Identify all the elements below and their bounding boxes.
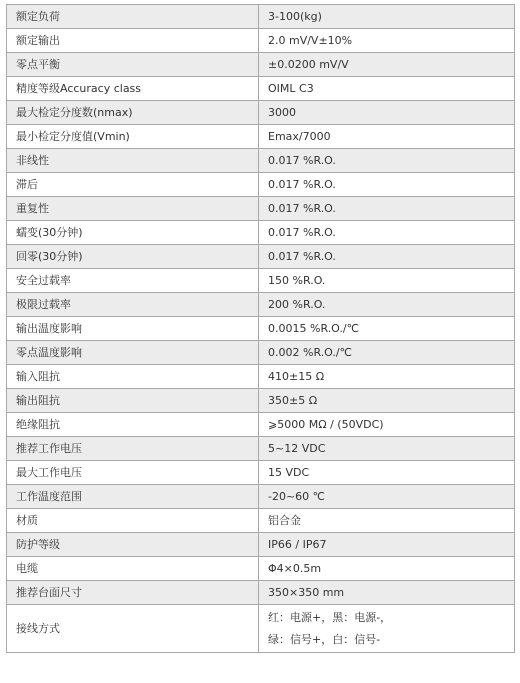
spec-value: 0.017 %R.O. [259, 149, 515, 173]
spec-label: 滞后 [7, 173, 259, 197]
spec-label: 蠕变(30分钟) [7, 221, 259, 245]
spec-value: 0.017 %R.O. [259, 245, 515, 269]
table-row [7, 29, 515, 53]
table-row [7, 101, 515, 125]
spec-label: 电缆 [7, 557, 259, 581]
spec-label: 防护等级 [7, 533, 259, 557]
spec-label: 输出阻抗 [7, 389, 259, 413]
spec-label: 工作温度范围 [7, 485, 259, 509]
spec-value: 200 %R.O. [259, 293, 515, 317]
spec-label: 零点温度影响 [7, 341, 259, 365]
spec-value: 0.002 %R.O./℃ [259, 341, 515, 365]
table-row [7, 413, 515, 437]
spec-label: 精度等级Accuracy class [7, 77, 259, 101]
table-row [7, 437, 515, 461]
spec-label: 极限过载率 [7, 293, 259, 317]
spec-label: 回零(30分钟) [7, 245, 259, 269]
spec-value: IP66 / IP67 [259, 533, 515, 557]
table-row [7, 557, 515, 581]
spec-label: 绝缘阻抗 [7, 413, 259, 437]
spec-value: 0.017 %R.O. [259, 221, 515, 245]
spec-value: 2.0 mV/V±10% [259, 29, 515, 53]
spec-label: 额定负荷 [7, 5, 259, 29]
table-row-wiring [7, 605, 515, 653]
spec-value: ⩾5000 MΩ / (50VDC) [259, 413, 515, 437]
spec-value: 3-100(kg) [259, 5, 515, 29]
spec-label: 非线性 [7, 149, 259, 173]
spec-value: 410±15 Ω [259, 365, 515, 389]
table-row [7, 533, 515, 557]
table-row [7, 5, 515, 29]
table-row [7, 293, 515, 317]
spec-value: -20~60 ℃ [259, 485, 515, 509]
spec-label: 推荐台面尺寸 [7, 581, 259, 605]
spec-table-container [6, 4, 514, 653]
spec-label: 最小检定分度值(Vmin) [7, 125, 259, 149]
table-row [7, 269, 515, 293]
table-row [7, 221, 515, 245]
table-row [7, 317, 515, 341]
table-row [7, 149, 515, 173]
spec-label: 安全过载率 [7, 269, 259, 293]
spec-value: 150 %R.O. [259, 269, 515, 293]
wiring-line-signal: 绿：信号+，白：信号- [268, 632, 381, 646]
spec-value: 15 VDC [259, 461, 515, 485]
wiring-line-power: 红：电源+，黑：电源-， [268, 610, 392, 624]
spec-value: Φ4×0.5m [259, 557, 515, 581]
table-row [7, 341, 515, 365]
spec-label: 最大工作电压 [7, 461, 259, 485]
spec-value: 5~12 VDC [259, 437, 515, 461]
spec-value: Emax/7000 [259, 125, 515, 149]
spec-label: 最大检定分度数(nmax) [7, 101, 259, 125]
spec-value: 铝合金 [259, 509, 515, 533]
table-row [7, 77, 515, 101]
spec-label: 材质 [7, 509, 259, 533]
spec-value: 350×350 mm [259, 581, 515, 605]
table-row [7, 581, 515, 605]
spec-value: 0.017 %R.O. [259, 197, 515, 221]
table-row [7, 461, 515, 485]
spec-value: 3000 [259, 101, 515, 125]
spec-label: 重复性 [7, 197, 259, 221]
table-row [7, 389, 515, 413]
spec-value: ±0.0200 mV/V [259, 53, 515, 77]
spec-value: OIML C3 [259, 77, 515, 101]
spec-label: 输入阻抗 [7, 365, 259, 389]
spec-table [6, 4, 515, 653]
spec-label: 输出温度影响 [7, 317, 259, 341]
spec-value-wiring [259, 605, 515, 653]
table-row [7, 125, 515, 149]
table-row [7, 173, 515, 197]
table-row [7, 365, 515, 389]
table-row [7, 509, 515, 533]
table-row [7, 53, 515, 77]
spec-value: 350±5 Ω [259, 389, 515, 413]
spec-value: 0.017 %R.O. [259, 173, 515, 197]
spec-label: 接线方式 [7, 605, 259, 653]
table-row [7, 485, 515, 509]
spec-label: 额定输出 [7, 29, 259, 53]
spec-value: 0.0015 %R.O./℃ [259, 317, 515, 341]
table-row [7, 245, 515, 269]
table-row [7, 197, 515, 221]
spec-label: 推荐工作电压 [7, 437, 259, 461]
spec-label: 零点平衡 [7, 53, 259, 77]
